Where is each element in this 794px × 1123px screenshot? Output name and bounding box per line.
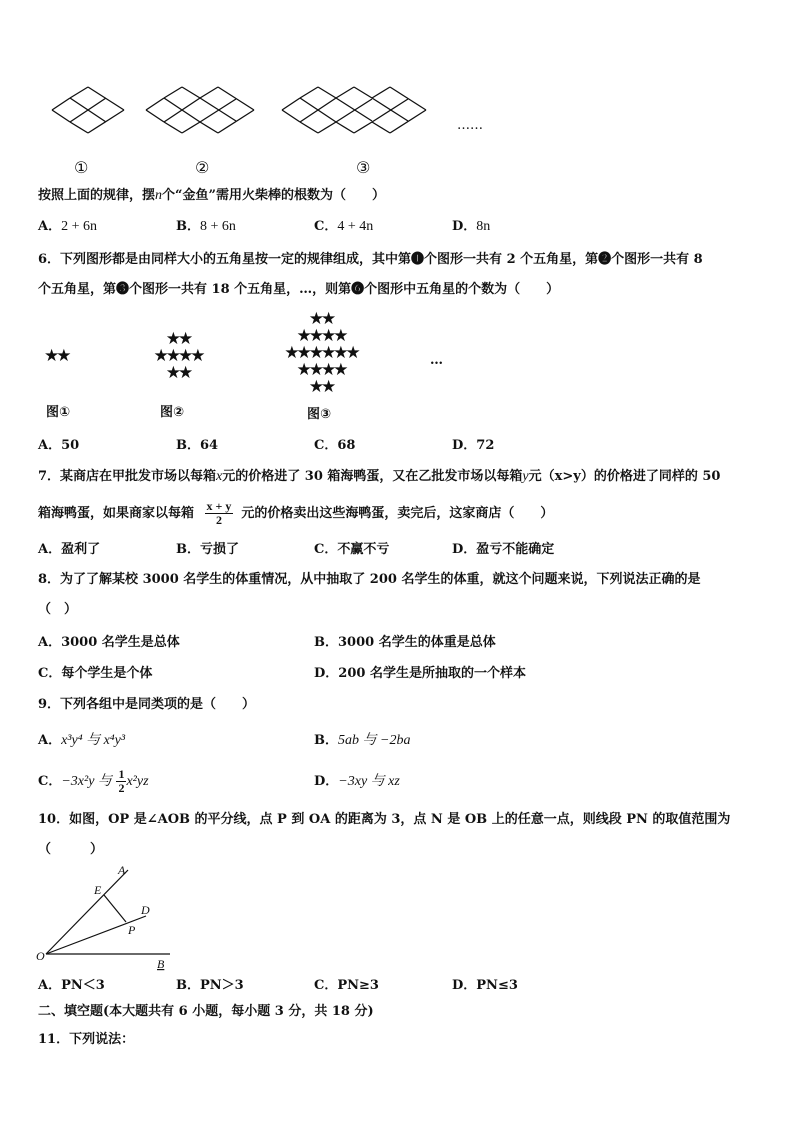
- q5-stem-var: n: [155, 188, 163, 203]
- q8-option-a[interactable]: A．3000 名学生是总体: [38, 635, 180, 650]
- star-figure-1: [44, 348, 68, 365]
- q10-option-b[interactable]: B．PN＞3: [176, 978, 244, 993]
- fish-label-2: ②: [195, 158, 210, 177]
- q7-option-d[interactable]: D．盈亏不能确定: [452, 542, 555, 557]
- matchstick-fish-drawing: [40, 85, 500, 135]
- q5-option-b[interactable]: B．8 + 6n: [176, 219, 236, 234]
- q10-option-d[interactable]: D．PN≤3: [452, 978, 518, 993]
- label-b: B: [157, 957, 165, 971]
- label-p: P: [128, 923, 136, 937]
- q6-stem-line1: 6．下列图形都是由同样大小的五角星按一定的规律组成，其中第❶个图形一共有 2 个五角星，第❷个图形一共有 8: [38, 252, 703, 267]
- star-figure-3: [274, 311, 368, 396]
- q5-option-d[interactable]: D．8n: [452, 219, 491, 234]
- q6-option-d[interactable]: D．72: [452, 438, 495, 453]
- q9-stem: 9．下列各组中是同类项的是（ ）: [38, 697, 256, 712]
- angle-bisector-diagram: [36, 862, 186, 972]
- star-figure-label-3: 图③: [307, 407, 332, 422]
- q7-option-a[interactable]: A．盈利了: [38, 542, 101, 557]
- q5-option-a[interactable]: A．2 + 6n: [38, 219, 97, 234]
- q5-stem-post: 个“金鱼”需用火柴棒的根数为（ ）: [162, 188, 385, 203]
- q9-option-d[interactable]: D．−3xy 与 xz: [314, 774, 400, 789]
- q11-stem: 11．下列说法：: [38, 1032, 135, 1047]
- q10-option-a[interactable]: A．PN＜3: [38, 978, 105, 993]
- q6-option-b[interactable]: B．64: [176, 438, 219, 453]
- q6-option-c[interactable]: C．68: [314, 438, 356, 453]
- star-row: ★★★★: [296, 326, 346, 346]
- q5-stem-pre: 按照上面的规律，摆: [38, 188, 156, 203]
- star-row: ★★: [308, 309, 334, 329]
- label-d: D: [141, 903, 150, 917]
- q8-option-b[interactable]: B．3000 名学生的体重是总体: [314, 635, 496, 650]
- label-e: E: [94, 883, 102, 897]
- q6-option-a[interactable]: A．50: [38, 438, 80, 453]
- segment-ep: [104, 895, 126, 922]
- star-row: ★★: [165, 329, 191, 349]
- ray-oa: [46, 870, 128, 954]
- q7-option-b[interactable]: B．亏损了: [176, 542, 240, 557]
- q5-stem: [38, 187, 385, 205]
- q7-fraction: $\frac{x + y}{2}$: [206, 499, 232, 527]
- star-ellipsis: …: [430, 353, 443, 368]
- q9-option-b[interactable]: B．5ab 与 −2ba: [314, 733, 411, 748]
- fish-label-3: ③: [356, 158, 371, 177]
- star-row: ★★★★: [153, 346, 203, 366]
- star-row: ★★: [44, 346, 69, 366]
- q6-stem-line2: 个五角星，第❸个图形一共有 18 个五角星，…，则第❻个图形中五角星的个数为（ ）: [38, 282, 560, 297]
- q9-c-fraction: $\frac{1}{2}$: [118, 767, 125, 795]
- q10-stem-line1: 10．如图，OP 是∠AOB 的平分线，点 P 到 OA 的距离为 3，点 N 是 OB 上的任意一点，则线段 PN 的取值范围为: [38, 812, 731, 827]
- q9-option-c[interactable]: C．−3x²y 与 $\frac{1}{2}$ x²yz: [38, 767, 149, 795]
- label-o: O: [36, 949, 45, 963]
- q9-option-a[interactable]: A．x³y⁴ 与 x⁴y³: [38, 733, 126, 748]
- star-row: ★★★★★★: [284, 343, 358, 363]
- q10-option-c[interactable]: C．PN≥3: [314, 978, 379, 993]
- q8-option-d[interactable]: D．200 名学生是所抽取的一个样本: [314, 666, 526, 681]
- q7-stem-line1: 7．某商店在甲批发市场以每箱x元的价格进了 30 箱海鸭蛋，又在乙批发市场以每箱y元（x>y）的价格进了同样的 50: [38, 469, 721, 484]
- label-a: A: [118, 863, 126, 877]
- star-row: ★★★★: [296, 360, 346, 380]
- q7-option-c[interactable]: C．不赢不亏: [314, 542, 390, 557]
- star-row: ★★: [165, 363, 191, 383]
- star-figure-label-1: 图①: [46, 405, 71, 420]
- q10-stem-line2: （ ）: [38, 842, 104, 857]
- q8-stem-line1: 8．为了了解某校 3000 名学生的体重情况，从中抽取了 200 名学生的体重，就这个问题来说，下列说法正确的是: [38, 572, 701, 587]
- star-row: ★★: [308, 377, 334, 397]
- star-figure-2: [146, 331, 210, 382]
- section-2-heading: 二、填空题(本大题共有 6 小题，每小题 3 分，共 18 分): [38, 1004, 374, 1019]
- fish-ellipsis: ……: [457, 118, 483, 133]
- q8-stem-line2: （ ）: [38, 602, 78, 617]
- q8-option-c[interactable]: C．每个学生是个体: [38, 666, 153, 681]
- star-figure-label-2: 图②: [160, 405, 185, 420]
- q5-option-c[interactable]: C．4 + 4n: [314, 219, 374, 234]
- q7-stem-line2: 箱海鸭蛋，如果商家以每箱 $\frac{x + y}{2}$ 元的价格卖出这些海鸭蛋，卖完后，这家商店（ ）: [38, 499, 554, 527]
- fish-label-1: ①: [74, 158, 89, 177]
